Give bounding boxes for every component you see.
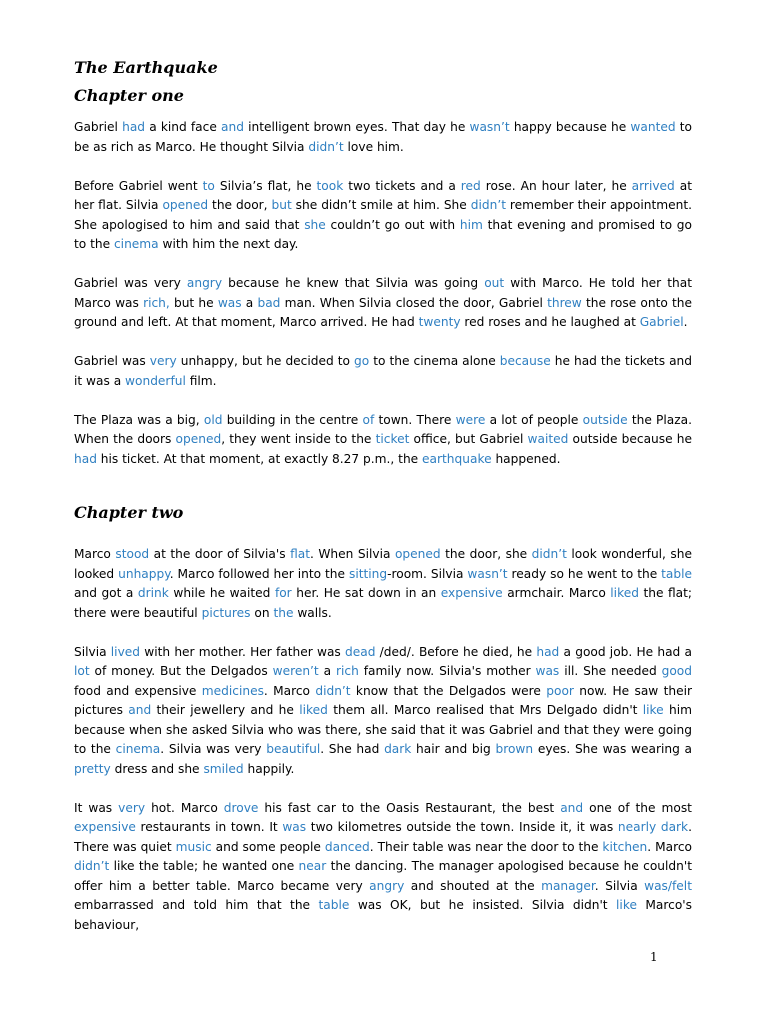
paragraph <box>74 799 692 936</box>
text-run: food and expensive <box>74 683 202 698</box>
highlighted-word: pictures <box>201 605 251 620</box>
chapter-one-heading: Chapter one <box>74 86 184 105</box>
paragraph <box>74 411 692 470</box>
text-run: know that the Delgados were <box>350 683 547 698</box>
text-run: . Their table was near the door to the <box>369 839 603 854</box>
highlighted-word: liked <box>610 586 639 600</box>
text-run: hot. Marco <box>145 800 224 815</box>
highlighted-word: angry <box>186 276 223 290</box>
highlighted-word: music <box>175 839 212 854</box>
text-run: he had the tickets and it was a <box>74 354 693 388</box>
text-run: ready so he went to the <box>507 566 662 581</box>
highlighted-word: cinema <box>113 237 159 251</box>
highlighted-word: wasn’t <box>469 120 510 134</box>
highlighted-word: because <box>499 354 551 368</box>
text-run: dress and she <box>110 761 204 776</box>
text-run: the door, she <box>440 547 532 561</box>
text-run: the Plaza. When the doors <box>74 412 692 446</box>
highlighted-word: was <box>535 664 560 678</box>
text-run: look wonderful, she looked <box>74 547 692 581</box>
text-run: /ded/. Before he died, he <box>375 644 537 659</box>
highlighted-word: drink <box>137 586 169 600</box>
highlighted-word: nearly dark <box>617 820 689 834</box>
paragraph <box>74 118 692 157</box>
text-run: his fast car to the Oasis Restaurant, the best <box>258 800 561 815</box>
text-run: and got a <box>74 586 138 600</box>
text-run: love him. <box>343 139 404 154</box>
text-run: family now. Silvia's mother <box>358 664 536 678</box>
text-run: with him the next day. <box>158 237 299 251</box>
text-run: Silvia <box>74 644 111 659</box>
text-run: The Plaza was a big, <box>74 412 204 427</box>
text-run: . <box>683 315 688 329</box>
text-run: happened. <box>491 451 561 466</box>
text-run: man. When Silvia closed the door, Gabriel <box>280 295 548 310</box>
text-run: embarrassed and told him that the <box>74 898 319 912</box>
highlighted-word: out <box>484 276 505 290</box>
text-run: Gabriel was <box>74 354 150 368</box>
highlighted-word: took <box>316 178 344 193</box>
highlighted-word: didn’t <box>315 683 351 698</box>
text-run: Before Gabriel went <box>74 178 203 193</box>
chapter-one-body <box>74 118 692 469</box>
text-run: happily. <box>243 761 295 776</box>
page-number: 1 <box>650 950 658 964</box>
highlighted-word: rich <box>336 664 359 678</box>
document-page <box>74 54 692 955</box>
text-run: , they went inside to the <box>221 432 376 446</box>
highlighted-word: table <box>318 898 350 912</box>
highlighted-word: kitchen <box>602 839 648 854</box>
paragraph <box>74 274 692 333</box>
text-run: . Marco <box>263 683 316 698</box>
text-run: rose. An hour later, he <box>480 178 632 193</box>
highlighted-word: expensive <box>74 820 136 834</box>
highlighted-word: cinema <box>115 742 161 756</box>
highlighted-word: flat <box>290 547 310 561</box>
highlighted-word: opened <box>175 432 222 446</box>
highlighted-word: didn’t <box>470 198 506 212</box>
paragraph <box>74 177 692 255</box>
highlighted-word: angry <box>369 878 405 893</box>
text-run: . She had <box>320 742 385 756</box>
text-run: Marco's behaviour, <box>74 898 692 932</box>
highlighted-word: rich, <box>143 295 170 310</box>
highlighted-word: poor <box>546 683 574 698</box>
highlighted-word: was/felt <box>644 878 692 893</box>
highlighted-word: drove <box>223 800 259 815</box>
text-run: while he waited <box>168 586 275 600</box>
highlighted-word: earthquake <box>422 451 492 466</box>
highlighted-word: didn’t <box>74 859 110 873</box>
text-run: remember their appointment. She apologised to him and said that <box>74 198 692 232</box>
text-run: a <box>241 295 258 310</box>
highlighted-word: was <box>217 295 242 310</box>
highlighted-word: Gabriel <box>639 315 684 329</box>
highlighted-word: red <box>460 178 481 193</box>
highlighted-word: wonderful <box>125 373 186 388</box>
highlighted-word: twenty <box>418 315 461 329</box>
highlighted-word: and <box>128 703 152 717</box>
text-run: unhappy, but he decided to <box>176 354 355 368</box>
text-run: . Silvia was very <box>160 742 267 756</box>
highlighted-word: and <box>560 800 584 815</box>
text-run: on <box>250 605 274 620</box>
text-run: office, but Gabriel <box>409 432 528 446</box>
highlighted-word: opened <box>394 547 441 561</box>
highlighted-word: weren’t <box>272 664 319 678</box>
text-run: and some people <box>211 839 325 854</box>
highlighted-word: smiled <box>203 761 244 776</box>
text-run: . Marco <box>647 839 692 854</box>
text-run: red roses and he laughed at <box>460 315 640 329</box>
text-run: him because when she asked Silvia who was there, she said that it was Gabriel and that they were going to the <box>74 703 692 756</box>
highlighted-word: him <box>459 217 483 232</box>
highlighted-word: she <box>304 217 326 232</box>
text-run: them all. Marco realised that Mrs Delgado didn't <box>327 703 643 717</box>
text-run: at the door of Silvia's <box>149 547 291 561</box>
text-run: couldn’t go out with <box>325 217 460 232</box>
text-run: that evening and promised to go to the <box>74 217 692 251</box>
text-run: . There was quiet <box>74 820 692 854</box>
text-run: now. He saw their pictures <box>74 683 692 717</box>
highlighted-word: old <box>203 412 223 427</box>
text-run: and shouted at the <box>404 878 542 893</box>
text-run: happy because he <box>509 120 631 134</box>
text-run: the door, <box>208 198 272 212</box>
highlighted-word: very <box>118 800 146 815</box>
text-run: eyes. She was wearing a <box>533 742 693 756</box>
highlighted-word: wasn’t <box>467 566 508 581</box>
text-run: of money. But the Delgados <box>89 664 273 678</box>
highlighted-word: to <box>202 178 215 193</box>
text-run: town. There <box>374 412 456 427</box>
text-run: -room. Silvia <box>387 566 468 581</box>
text-run: a good job. He had a <box>559 644 692 659</box>
text-run: walls. <box>293 605 332 620</box>
text-run: It was <box>74 800 119 815</box>
text-run: was OK, but he insisted. Silvia didn't <box>349 898 617 912</box>
highlighted-word: brown <box>495 742 534 756</box>
highlighted-word: expensive <box>440 586 503 600</box>
highlighted-word: opened <box>162 198 209 212</box>
highlighted-word: for <box>274 586 292 600</box>
highlighted-word: near <box>298 859 327 873</box>
text-run: armchair. Marco <box>502 586 611 600</box>
highlighted-word: had <box>122 120 146 134</box>
highlighted-word: like <box>616 898 637 912</box>
highlighted-word: arrived <box>631 178 675 193</box>
highlighted-word: but <box>271 198 292 212</box>
highlighted-word: had <box>536 644 560 659</box>
text-run: Marco <box>74 547 116 561</box>
highlighted-word: beautiful <box>266 742 321 756</box>
highlighted-word: wanted <box>630 120 676 134</box>
highlighted-word: like <box>642 703 664 717</box>
highlighted-word: lived <box>110 644 141 659</box>
highlighted-word: ticket <box>375 432 410 446</box>
text-run: Gabriel <box>74 120 123 134</box>
text-run: to be as rich as Marco. He thought Silvia <box>74 120 692 154</box>
text-run: at her flat. Silvia <box>74 178 692 212</box>
paragraph <box>74 545 692 623</box>
text-run: . Marco followed her into the <box>169 566 349 581</box>
highlighted-word: sitting <box>348 566 388 581</box>
highlighted-word: didn’t <box>531 547 567 561</box>
highlighted-word: lot <box>74 664 90 678</box>
highlighted-word: didn’t <box>308 139 344 154</box>
text-run: her. He sat down in an <box>291 586 441 600</box>
text-run: a kind face <box>145 120 222 134</box>
highlighted-word: threw <box>547 295 582 310</box>
highlighted-word: had <box>74 451 97 466</box>
highlighted-word: bad <box>257 295 281 310</box>
text-run: intelligent brown eyes. That day he <box>243 120 470 134</box>
highlighted-word: danced <box>324 839 370 854</box>
highlighted-word: the <box>273 605 294 620</box>
highlighted-word: liked <box>299 703 328 717</box>
text-run: the flat; there were beautiful <box>74 586 693 620</box>
text-run: his ticket. At that moment, at exactly 8.27 p.m., the <box>96 451 423 466</box>
text-run: . When Silvia <box>310 547 395 561</box>
text-run: with Marco. He told her that Marco was <box>74 276 692 310</box>
highlighted-word: outside <box>582 412 628 427</box>
text-run: Gabriel was very <box>74 276 187 290</box>
chapter-two-body <box>74 545 692 935</box>
highlighted-word: medicines <box>201 683 264 698</box>
text-run: ill. She needed <box>559 664 662 678</box>
highlighted-word: very <box>149 354 177 368</box>
text-run: the dancing. The manager apologised because he couldn't offer him a better table. Marco became very <box>74 859 692 893</box>
text-run: outside because he <box>568 432 693 446</box>
highlighted-word: table <box>661 566 693 581</box>
highlighted-word: waited <box>527 432 569 446</box>
text-run: but he <box>169 295 218 310</box>
text-run: one of the most <box>583 800 692 815</box>
highlighted-word: were <box>455 412 486 427</box>
text-run: Silvia’s flat, he <box>214 178 317 193</box>
paragraph <box>74 643 692 780</box>
text-run: two tickets and a <box>343 178 461 193</box>
text-run: . Silvia <box>594 878 645 893</box>
text-run: two kilometres outside the town. Inside it, it was <box>306 820 618 834</box>
text-run: she didn’t smile at him. She <box>291 198 471 212</box>
text-run: their jewellery and he <box>151 703 300 717</box>
text-run: building in the centre <box>222 412 363 427</box>
text-run: with her mother. Her father was <box>140 644 345 659</box>
highlighted-word: was <box>282 820 307 834</box>
text-run: a lot of people <box>485 412 583 427</box>
highlighted-word: and <box>221 120 244 134</box>
text-run: like the table; he wanted one <box>109 859 299 873</box>
text-run: hair and big <box>411 742 496 756</box>
highlighted-word: go <box>354 354 370 368</box>
highlighted-word: unhappy <box>118 566 170 581</box>
text-run: film. <box>185 373 217 388</box>
text-run: because he knew that Silvia was going <box>222 276 485 290</box>
highlighted-word: of <box>362 412 375 427</box>
document-title: The Earthquake <box>74 58 218 77</box>
paragraph <box>74 352 692 391</box>
highlighted-word: pretty <box>74 761 111 776</box>
highlighted-word: good <box>661 664 692 678</box>
text-run: restaurants in town. It <box>135 820 283 834</box>
text-run: to the cinema alone <box>369 354 500 368</box>
highlighted-word: manager <box>541 878 595 893</box>
text-run: a <box>318 664 336 678</box>
highlighted-word: dead <box>345 644 376 659</box>
chapter-two-heading: Chapter two <box>74 503 184 522</box>
highlighted-word: dark <box>384 742 412 756</box>
text-run: the rose onto the ground and left. At that moment, Marco arrived. He had <box>74 295 693 329</box>
highlighted-word: stood <box>115 547 150 561</box>
